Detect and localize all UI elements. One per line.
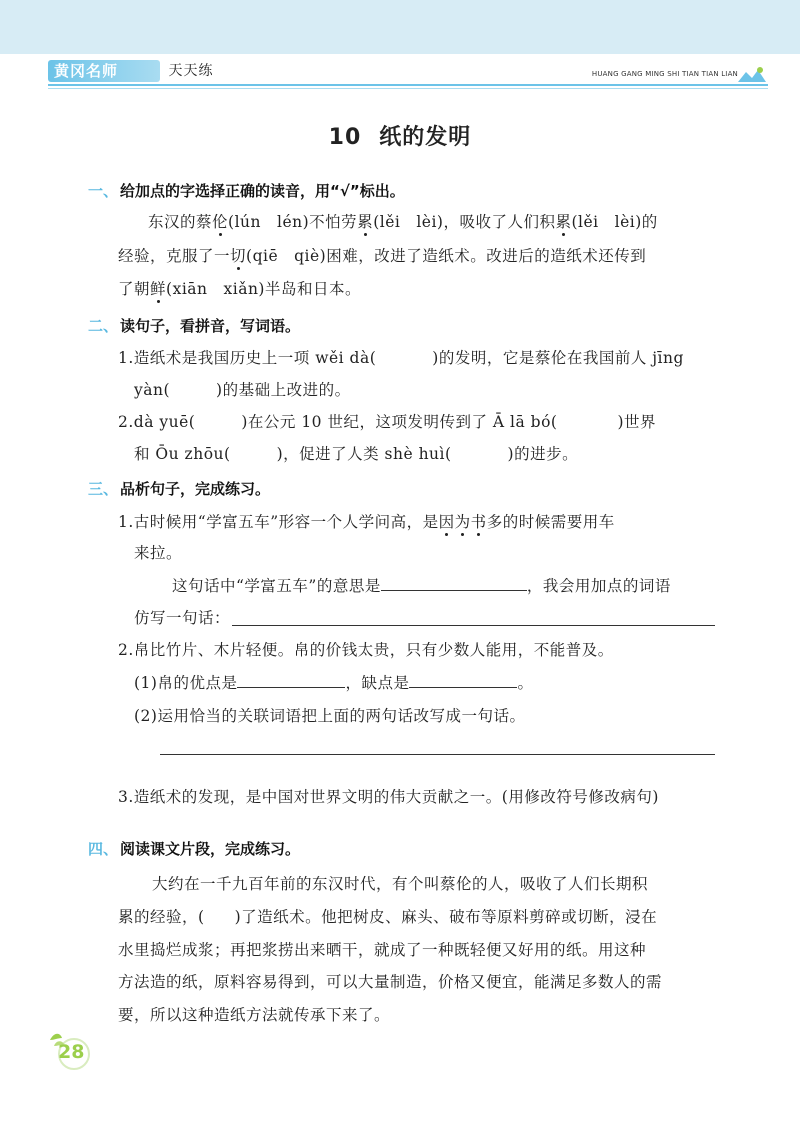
answer-blank[interactable] [231,444,277,459]
answer-blank[interactable] [170,380,216,395]
text: 1.造纸术是我国历史上一项 wěi dà( [118,349,377,367]
text: )的基础上改进的。 [216,381,351,399]
text: (qiē qiè)困难，改进了造纸术。改进后的造纸术还传到 [246,247,647,265]
answer-blank[interactable] [237,672,345,688]
sec2-q2-line-2 [134,442,578,464]
text: ，缺点是 [345,674,410,692]
section-3-heading [88,478,270,499]
sec2-q1-line-2 [134,378,351,400]
text: )的进步。 [507,445,579,463]
text: )在公元 10 世纪，这项发明传到了 Ā lā bó( [241,413,558,431]
answer-blank[interactable] [381,575,527,591]
brand-logo [48,60,214,82]
lesson-number: 10 [328,125,362,150]
brand-name: 黄冈名师 [54,62,119,80]
text: )了造纸术。他把树皮、麻头、破布等原料剪碎或切断，浸在 [234,908,658,926]
sec1-line-3 [118,277,361,299]
passage-line-2 [118,905,657,927]
brand-pinyin: HUANG GANG MING SHI TIAN TIAN LIAN [591,70,738,78]
text: 多的时候需要用车 [486,513,615,531]
page-header [0,54,800,94]
dotted-char: 累 [555,213,572,231]
answer-blank[interactable] [557,412,617,427]
text: yàn( [134,381,171,399]
dotted-char: 切 [230,247,247,265]
sec1-line-2 [118,244,646,266]
sec3-q3: 3.造纸术的发现，是中国对世界文明的伟大贡献之一。(用修改符号修改病句) [118,788,659,806]
answer-line[interactable] [160,754,715,755]
dotted-char: 伦 [212,213,229,231]
sec3-q2-sub1 [134,671,534,693]
dotted-char: 因 [438,513,455,531]
text: 和 Ōu zhōu( [134,445,231,463]
sec3-q2: 2.帛比竹片、木片轻便。帛的价钱太贵，只有少数人能用，不能普及。 [118,641,614,659]
section-4-title: 阅读课文片段，完成练习。 [120,840,301,858]
lesson-title: 纸的发明 [379,125,472,150]
dotted-char: 鲜 [150,280,167,298]
hills-icon [738,66,766,82]
passage-line-1: 大约在一千九百年前的东汉时代，有个叫蔡伦的人，吸收了人们长期积 [152,875,649,893]
text: 东汉的蔡 [148,213,213,231]
sec2-q2-line-1 [118,410,656,432]
text: 了朝 [118,280,151,298]
section-1-mark: 一、 [88,182,119,200]
answer-blank[interactable] [376,348,432,363]
section-2-mark: 二、 [88,317,119,335]
sec3-q1-line-3 [172,574,671,596]
text: (lěi lèi)的 [571,213,658,231]
text: 这句话中“学富五车”的意思是 [172,577,381,595]
dotted-char: 为 [454,513,471,531]
section-1-heading [88,180,405,201]
sec3-q1-line-2: 来拉。 [134,544,183,562]
sec3-q2-sub2: (2)运用恰当的关联词语把上面的两句话改写成一句话。 [134,707,526,725]
brand-subtitle: 天天练 [162,60,220,82]
passage-line-4: 方法造的纸，原料容易得到，可以大量制造，价格又便宜，能满足多数人的需 [118,973,663,991]
answer-blank[interactable] [195,412,241,427]
dotted-char: 累 [357,213,374,231]
section-4-mark: 四、 [88,840,119,858]
sec3-q1-line-4: 仿写一句话： [134,609,231,627]
text: 1.古时候用“学富五车”形容一个人学问高，是 [118,513,439,531]
passage-line-5: 要，所以这种造纸方法就传承下来了。 [118,1006,391,1024]
text: 2.dà yuē( [118,413,196,431]
answer-blank[interactable] [452,444,508,459]
dotted-char: 书 [470,513,487,531]
section-1-title: 给加点的字选择正确的读音，用“√”标出。 [120,182,405,200]
section-3-mark: 三、 [88,480,119,498]
sec2-q1-line-1 [118,346,684,368]
answer-blank[interactable] [409,672,517,688]
text: (1)帛的优点是 [134,674,238,692]
text: 累的经验，( [118,908,205,926]
section-4-heading [88,838,300,859]
answer-blank[interactable] [205,907,235,922]
text: ，我会用加点的词语 [526,577,671,595]
top-color-band [0,0,800,54]
text: )世界 [617,413,657,431]
answer-line[interactable] [232,625,715,626]
section-2-heading [88,315,300,336]
sec3-q1-line-1 [118,510,615,532]
header-divider-thin [48,88,768,89]
page-title [0,120,800,151]
text: (lěi lèi)，吸收了人们积 [373,213,556,231]
section-3-title: 品析句子，完成练习。 [120,480,271,498]
text: 。 [517,674,534,692]
text: )，促进了人类 shè huì( [276,445,452,463]
text: (xiān xiǎn)半岛和日本。 [166,280,361,298]
header-divider [48,84,768,86]
passage-line-3: 水里捣烂成浆；再把浆捞出来晒干，就成了一种既轻便又好用的纸。用这种 [118,941,647,959]
text: )的发明，它是蔡伦在我国前人 jīng [432,349,684,367]
section-2-title: 读句子，看拼音，写词语。 [120,317,301,335]
text: 经验，克服了一 [118,247,231,265]
sec1-line-1 [148,210,658,232]
text: (lún lén)不怕劳 [228,213,358,231]
page-number: 28 [58,1041,85,1063]
